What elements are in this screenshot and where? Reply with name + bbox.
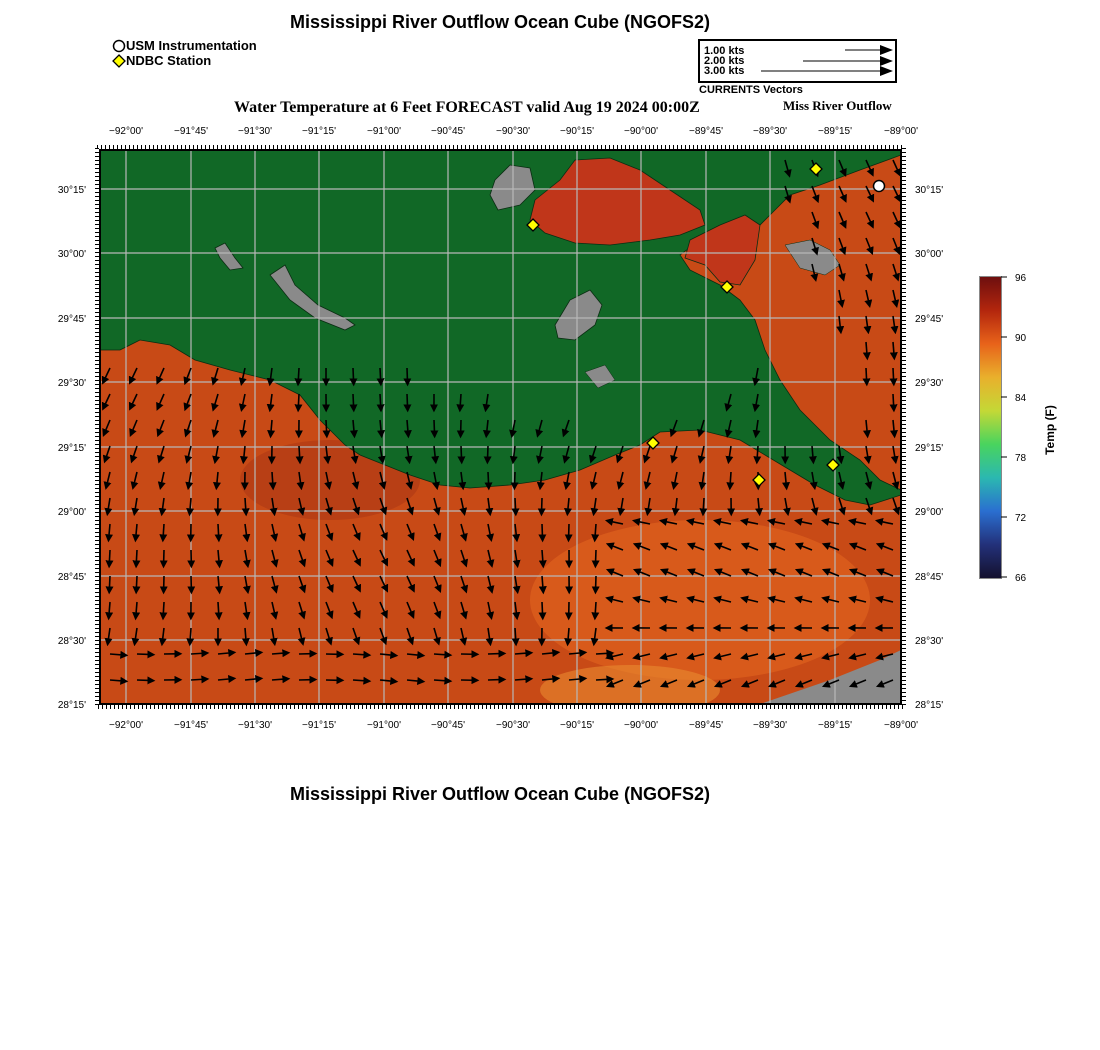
current-vector [136,576,137,588]
current-vector [245,628,246,640]
lon-tick-label: −90°15' [560,720,594,731]
current-vector [353,394,354,406]
lon-tick-label: −89°45' [689,720,723,731]
current-vector [163,602,164,614]
colorbar-tick-label: 96 [1015,273,1027,284]
lon-tick-label: −92°00' [109,720,143,731]
current-vector [298,368,299,380]
lon-tick-label: −89°00' [884,126,918,137]
current-vector [298,394,299,406]
current-vector [109,524,110,536]
current-vector [460,394,461,406]
current-vector [191,679,203,680]
current-vector [515,628,516,640]
current-vector [272,653,284,654]
usm-station[interactable] [874,181,885,192]
colorbar-ticks [979,270,1057,590]
current-vector [730,472,731,484]
lon-tick-label: −90°45' [431,720,465,731]
vector-key-row-1: 1.00 kts [704,45,745,57]
lon-tick-label: −91°15' [302,720,336,731]
lon-tick-label: −90°30' [496,126,530,137]
lat-tick-label: 30°15' [915,185,944,196]
current-vector [703,498,704,510]
lon-tick-label: −91°00' [367,720,401,731]
lat-tick-label: 30°00' [57,249,86,260]
current-vector [218,653,230,654]
lat-ticks-left [58,185,86,711]
current-vector [866,342,867,354]
colorbar-tick-label: 78 [1015,453,1027,464]
lat-ticks-right [915,185,943,711]
lat-tick-label: 30°00' [915,249,944,260]
current-vector [893,342,894,354]
lat-tick-label: 29°15' [915,443,944,454]
current-vector [893,420,894,432]
lon-tick-label: −92°00' [109,126,143,137]
current-vector [271,420,272,432]
lon-tick-label: −89°15' [818,720,852,731]
lat-tick-label: 29°45' [57,314,86,325]
lat-tick-label: 28°15' [915,700,944,711]
legend-ndbc-label: NDBC Station [126,53,212,68]
lon-tick-label: −91°15' [302,126,336,137]
current-vector [893,368,894,380]
lat-tick-label: 28°30' [57,636,86,647]
vector-key-row-3: 3.00 kts [704,65,745,77]
lon-tick-label: −91°30' [238,126,272,137]
lat-tick-label: 29°00' [915,507,944,518]
current-vector [893,394,894,406]
page-title-bottom: Mississippi River Outflow Ocean Cube (NGOFS2) [289,784,711,804]
page-title: Mississippi River Outflow Ocean Cube (NGOFS2) [289,12,711,32]
lon-tick-label: −89°00' [884,720,918,731]
current-vector [218,524,219,536]
current-vector [218,679,230,680]
lon-tick-label: −90°00' [624,126,658,137]
vector-key-caption: CURRENTS Vectors [699,84,803,96]
current-vector [542,576,543,588]
current-vector [353,420,354,432]
warm-plume [530,520,870,680]
lon-tick-label: −90°00' [624,720,658,731]
lon-tick-label: −91°00' [367,126,401,137]
current-vector [461,446,462,458]
lat-tick-label: 29°00' [57,507,86,518]
current-vector [136,550,137,562]
lat-tick-label: 28°45' [57,572,86,583]
colorbar-tick-label: 90 [1015,333,1027,344]
current-vector [245,498,246,510]
current-vector [434,680,446,681]
current-vector [353,654,365,655]
current-vector [542,602,543,614]
lon-tick-label: −89°30' [753,126,787,137]
current-vector [569,653,581,654]
current-vector [866,420,867,432]
current-vector [596,679,608,680]
lon-tick-label: −91°45' [174,720,208,731]
legend-usm-label: USM Instrumentation [126,38,257,53]
region-label: Miss River Outflow [783,98,892,113]
current-vector [595,524,596,536]
current-vector [596,653,608,654]
lon-tick-label: −90°15' [560,126,594,137]
lat-tick-label: 28°15' [57,700,86,711]
current-vector [163,524,164,536]
current-vector [812,446,813,458]
current-vector [542,550,543,562]
current-vector [353,680,365,681]
lon-tick-label: −91°30' [238,720,272,731]
current-vector [757,446,758,458]
current-vector [136,602,137,614]
lat-tick-label: 29°30' [915,378,944,389]
current-vector [272,679,284,680]
current-vector [109,576,110,588]
current-vector [109,550,110,562]
lon-tick-label: −91°45' [174,126,208,137]
current-vector [866,368,867,380]
lat-tick-label: 29°15' [57,443,86,454]
current-vector [191,653,203,654]
current-vector [190,628,191,640]
colorbar-tick-label: 84 [1015,393,1027,404]
current-vector [407,420,408,432]
current-vector [434,654,446,655]
current-vector [218,602,219,614]
lat-tick-label: 29°45' [915,314,944,325]
current-vector [326,420,327,432]
colorbar-tick-label: 72 [1015,513,1027,524]
current-vector [568,628,569,640]
current-vector [488,472,489,484]
lon-ticks-top [109,126,918,137]
lon-tick-label: −89°30' [753,720,787,731]
lat-tick-label: 28°30' [915,636,944,647]
current-vector [190,498,191,510]
current-vector [109,602,110,614]
colorbar-tick-label: 66 [1015,573,1027,584]
current-vector [515,679,527,680]
lon-tick-label: −89°45' [689,126,723,137]
current-vector [595,602,596,614]
map-title: Water Temperature at 6 Feet FORECAST valid Aug 19 2024 00:00Z [234,99,700,116]
colorbar-label: Temp (F) [1043,405,1057,455]
current-vector [515,498,516,510]
current-vector [380,368,381,380]
current-vector [299,446,300,458]
current-vector [569,679,581,680]
lon-tick-label: −90°45' [431,126,465,137]
lon-tick-label: −89°15' [818,126,852,137]
lat-tick-label: 30°15' [57,185,86,196]
current-vector [110,654,122,655]
current-vector [380,394,381,406]
lat-tick-label: 28°45' [915,572,944,583]
lat-tick-label: 29°30' [57,378,86,389]
current-vector [272,472,273,484]
current-vector [218,550,219,562]
vector-key-row-2: 2.00 kts [704,55,745,67]
lon-ticks-bottom [109,720,918,731]
lon-tick-label: −90°30' [496,720,530,731]
current-vector [515,653,527,654]
current-vector [218,576,219,588]
current-vector [110,680,122,681]
current-vector [136,524,137,536]
